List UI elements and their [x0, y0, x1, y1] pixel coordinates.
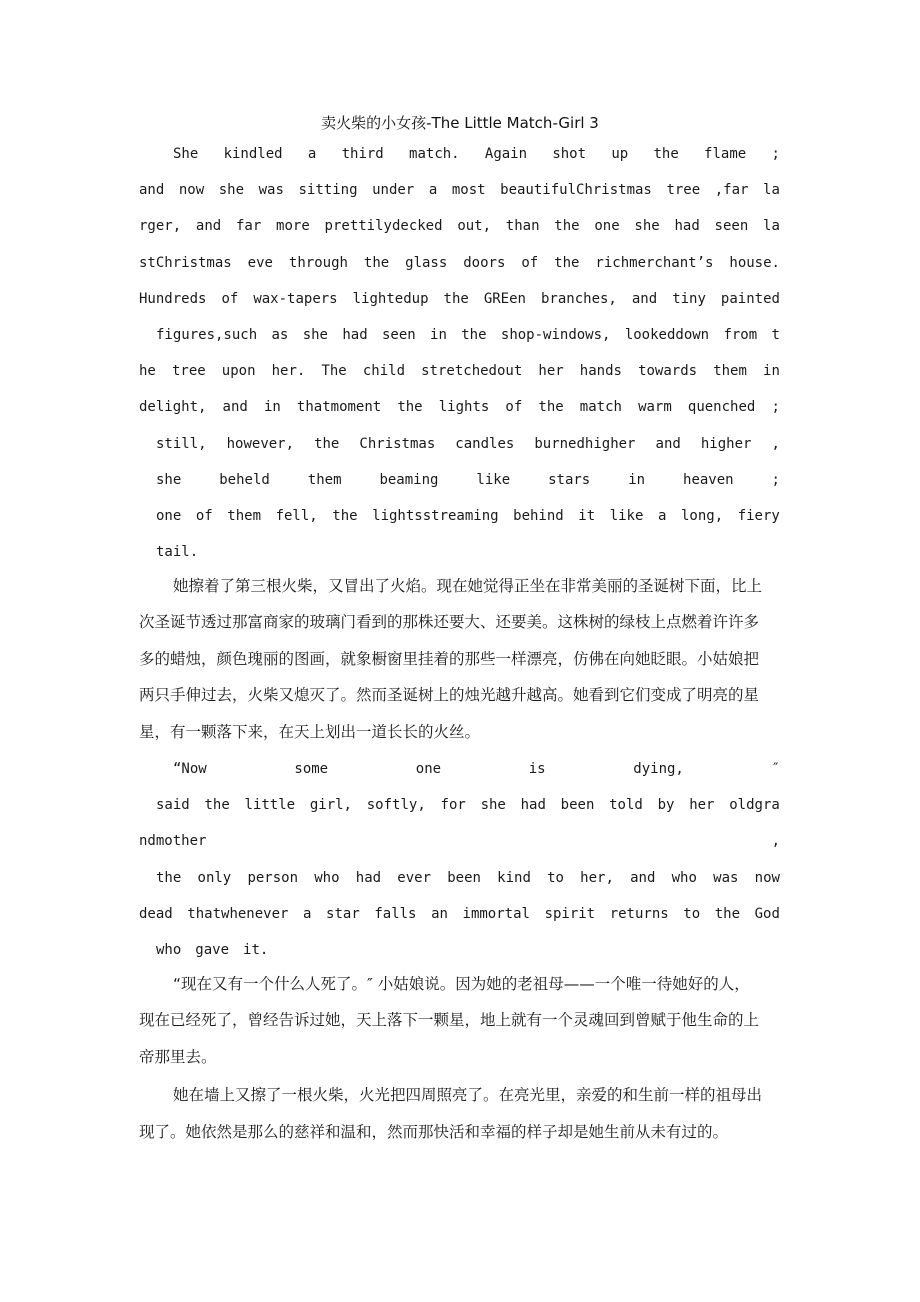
zh-line: 帝那里去。: [139, 1048, 217, 1066]
en-line: ndmother ,: [139, 833, 780, 849]
zh-line: 多的蜡烛，颜色瑰丽的图画，就象橱窗里挂着的那些一样漂亮，仿佛在向她眨眼。小姑娘把: [139, 650, 760, 668]
en-line: “Now some one is dying, ″: [173, 761, 780, 777]
en-line: still, however, the Christmas candles burnedhigher and higher ,: [156, 436, 780, 452]
en-line: he tree upon her. The child stretchedout her hands towards them in: [139, 363, 780, 379]
en-line: rger, and far more prettilydecked out, than the one she had seen la: [139, 218, 780, 234]
en-line: She kindled a third match. Again shot up the flame ;: [173, 146, 780, 162]
en-line: delight, and in thatmoment the lights of the match warm quenched ;: [139, 399, 780, 415]
en-line: figures,such as she had seen in the shop-windows, lookeddown from t: [156, 327, 780, 343]
en-line: one of them fell, the lightsstreaming behind it like a long, fiery: [156, 508, 780, 524]
en-line: said the little girl, softly, for she had been told by her oldgra: [156, 797, 780, 813]
en-line: tail.: [156, 544, 199, 560]
zh-line: 两只手伸过去，火柴又熄灭了。然而圣诞树上的烛光越升越高。她看到它们变成了明亮的星: [139, 686, 760, 704]
en-line: the only person who had ever been kind to her, and who was now: [156, 870, 780, 886]
en-line: who gave it.: [156, 942, 269, 958]
zh-line: 她擦着了第三根火柴，又冒出了火焰。现在她觉得正坐在非常美丽的圣诞树下面，比上: [173, 577, 763, 595]
zh-line: 次圣诞节透过那富商家的玻璃门看到的那株还要大、还要美。这株树的绿枝上点燃着许许多: [139, 613, 760, 631]
zh-line: 现了。她依然是那么的慈祥和温和，然而那快活和幸福的样子却是她生前从未有过的。: [139, 1123, 729, 1141]
en-line: dead thatwhenever a star falls an immortal spirit returns to the God: [139, 906, 780, 922]
en-line: Hundreds of wax-tapers lightedup the GREen branches, and tiny painted: [139, 291, 780, 307]
en-line: and now she was sitting under a most beautifulChristmas tree ,far la: [139, 182, 780, 198]
zh-line: “现在又有一个什么人死了。″ 小姑娘说。因为她的老祖母——一个唯一待她好的人，: [173, 975, 750, 993]
zh-line: 现在已经死了，曾经告诉过她，天上落下一颗星，地上就有一个灵魂回到曾赋于他生命的上: [139, 1011, 760, 1029]
en-line: she beheld them beaming like stars in heaven ;: [156, 472, 780, 488]
document-title: 卖火柴的小女孩-The Little Match-Girl 3: [321, 114, 599, 132]
en-line: stChristmas eve through the glass doors of the richmerchant’s house.: [139, 255, 780, 271]
zh-line: 她在墙上又擦了一根火柴，火光把四周照亮了。在亮光里，亲爱的和生前一样的祖母出: [173, 1086, 763, 1104]
zh-line: 星，有一颗落下来，在天上划出一道长长的火丝。: [139, 723, 481, 741]
